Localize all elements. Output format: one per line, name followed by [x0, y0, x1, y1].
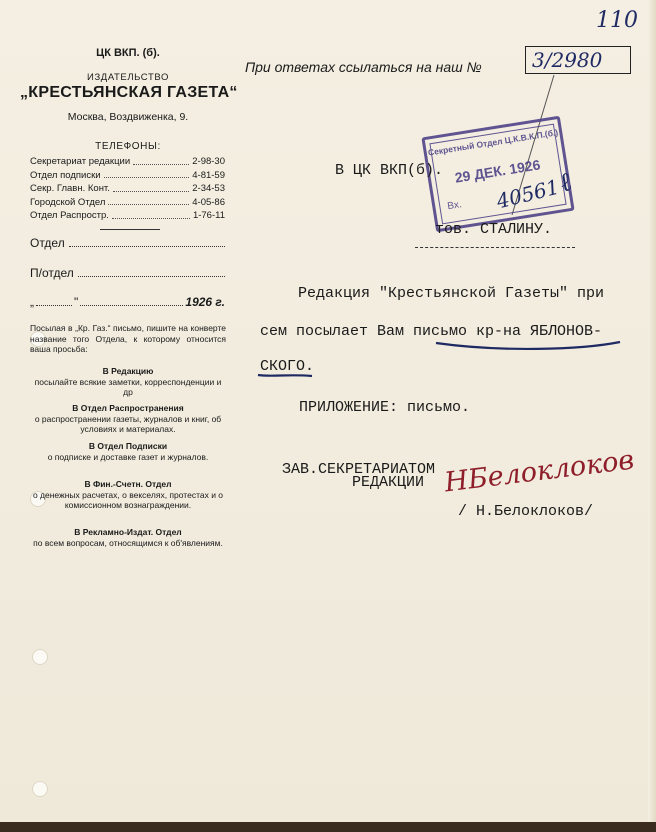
section-title: В Отдел Подписки [88, 441, 168, 451]
otdel-field [30, 236, 225, 250]
instruction-section [30, 527, 226, 548]
addressee-line1: В ЦК ВКП(б). [335, 162, 444, 179]
section-text: о денежных расчетах, о векселях, протестах и о комиссионном вознаграждении. [32, 489, 224, 510]
stamp-date: 29 ДЕК. 1926 [453, 156, 542, 186]
phone-row [30, 196, 225, 210]
phone-number: 4-81-59 [192, 169, 225, 181]
section-title: В Отдел Распространения [72, 403, 184, 413]
phone-dept: Городской Отдел [30, 196, 106, 208]
page-bottom-edge [0, 822, 656, 832]
signatory-name: / Н.Белоклоков/ [458, 503, 594, 520]
stamp-handwritten-number: 40561 [494, 174, 562, 214]
addressee-underline [415, 247, 575, 248]
body-line1: Редакция "Крестьянской Газеты" при [298, 285, 605, 302]
reference-label: При ответах ссылаться на наш № [245, 59, 482, 75]
handwritten-signature: НБелоклоков [442, 444, 636, 499]
signature-title-1: ЗАВ.СЕКРЕТАРИАТОМ [282, 461, 436, 478]
pen-underline-marks [250, 330, 630, 382]
reference-number: 3/2980 [532, 48, 603, 72]
phones-title: ТЕЛЕФОНЫ: [95, 141, 161, 152]
section-title: В Фин.-Счетн. Отдел [84, 479, 172, 489]
phone-dept: Секр. Главн. Конт. [30, 183, 110, 194]
body-line2: сем посылает Вам письмо кр-на ЯБЛОНОВ- [260, 323, 603, 340]
phone-row [30, 209, 225, 223]
date-quote-open: „ [30, 295, 34, 309]
phone-number: 2-98-30 [192, 156, 225, 167]
phone-row [30, 182, 225, 196]
phone-number: 4-05-86 [192, 196, 225, 208]
letterhead-publisher-label: ИЗДАТЕЛЬСТВО [87, 72, 169, 83]
section-title: В Редакцию [102, 366, 154, 376]
section-title: В Рекламно-Издат. Отдел [74, 527, 182, 537]
phone-dept: Отдел подписки [30, 169, 101, 181]
podotdel-label: П/отдел [30, 266, 74, 280]
section-text: по всем вопросам, относящимся к об'явлениям. [33, 537, 223, 548]
otdel-label: Отдел [30, 236, 65, 250]
phone-row [30, 169, 225, 183]
instructions-intro: Посылая в „Кр. Газ.“ письмо, пишите на конверте название того Отдела, к которому относится ваша просьба: [30, 323, 226, 354]
phone-number: 2-34-53 [192, 183, 225, 194]
instruction-section [30, 366, 226, 398]
signature-title-2: РЕДАКЦИИ [352, 474, 425, 491]
punch-hole [32, 649, 48, 665]
punch-hole [32, 781, 48, 797]
page-edge-shadow [648, 0, 656, 832]
instruction-section [30, 403, 226, 435]
date-field [30, 295, 225, 309]
page-number: 110 [596, 8, 638, 33]
instruction-section [30, 479, 226, 511]
addressee-line2: тов. СТАЛИНУ. [435, 221, 553, 238]
date-year: 1926 г. [185, 295, 225, 309]
phones-list [30, 155, 225, 223]
letterhead-name: „КРЕСТЬЯНСКАЯ ГАЗЕТА“ [20, 84, 238, 101]
phone-dept: Секретариат редакции [30, 156, 131, 167]
section-text: о подписке и доставке газет и журналов. [47, 451, 209, 462]
attachment-line: ПРИЛОЖЕНИЕ: письмо. [299, 399, 471, 416]
podotdel-field [30, 266, 225, 280]
letterhead-address: Москва, Воздвиженка, 9. [67, 111, 189, 123]
section-text: о распространении газеты, журналов и книг, об условиях и материалах. [34, 413, 222, 434]
pen-mark: ℓ [555, 167, 576, 199]
phone-dept: Отдел Распростр. [30, 210, 109, 221]
instruction-section [30, 441, 226, 462]
stamp-header: Секретный Отдел Ц.К.В.К.П.(б.) [427, 127, 559, 158]
phone-row [30, 155, 225, 169]
letterhead-org: ЦК ВКП. (б). [96, 47, 160, 59]
section-text: посылайте всякие заметки, корреспонденции и др [34, 376, 222, 397]
date-quote-mid: " [74, 295, 79, 309]
body-line3: СКОГО. [260, 358, 315, 375]
stamp-in-label: Вх. [446, 199, 463, 213]
divider [100, 229, 160, 230]
phone-number: 1-76-11 [192, 210, 225, 221]
